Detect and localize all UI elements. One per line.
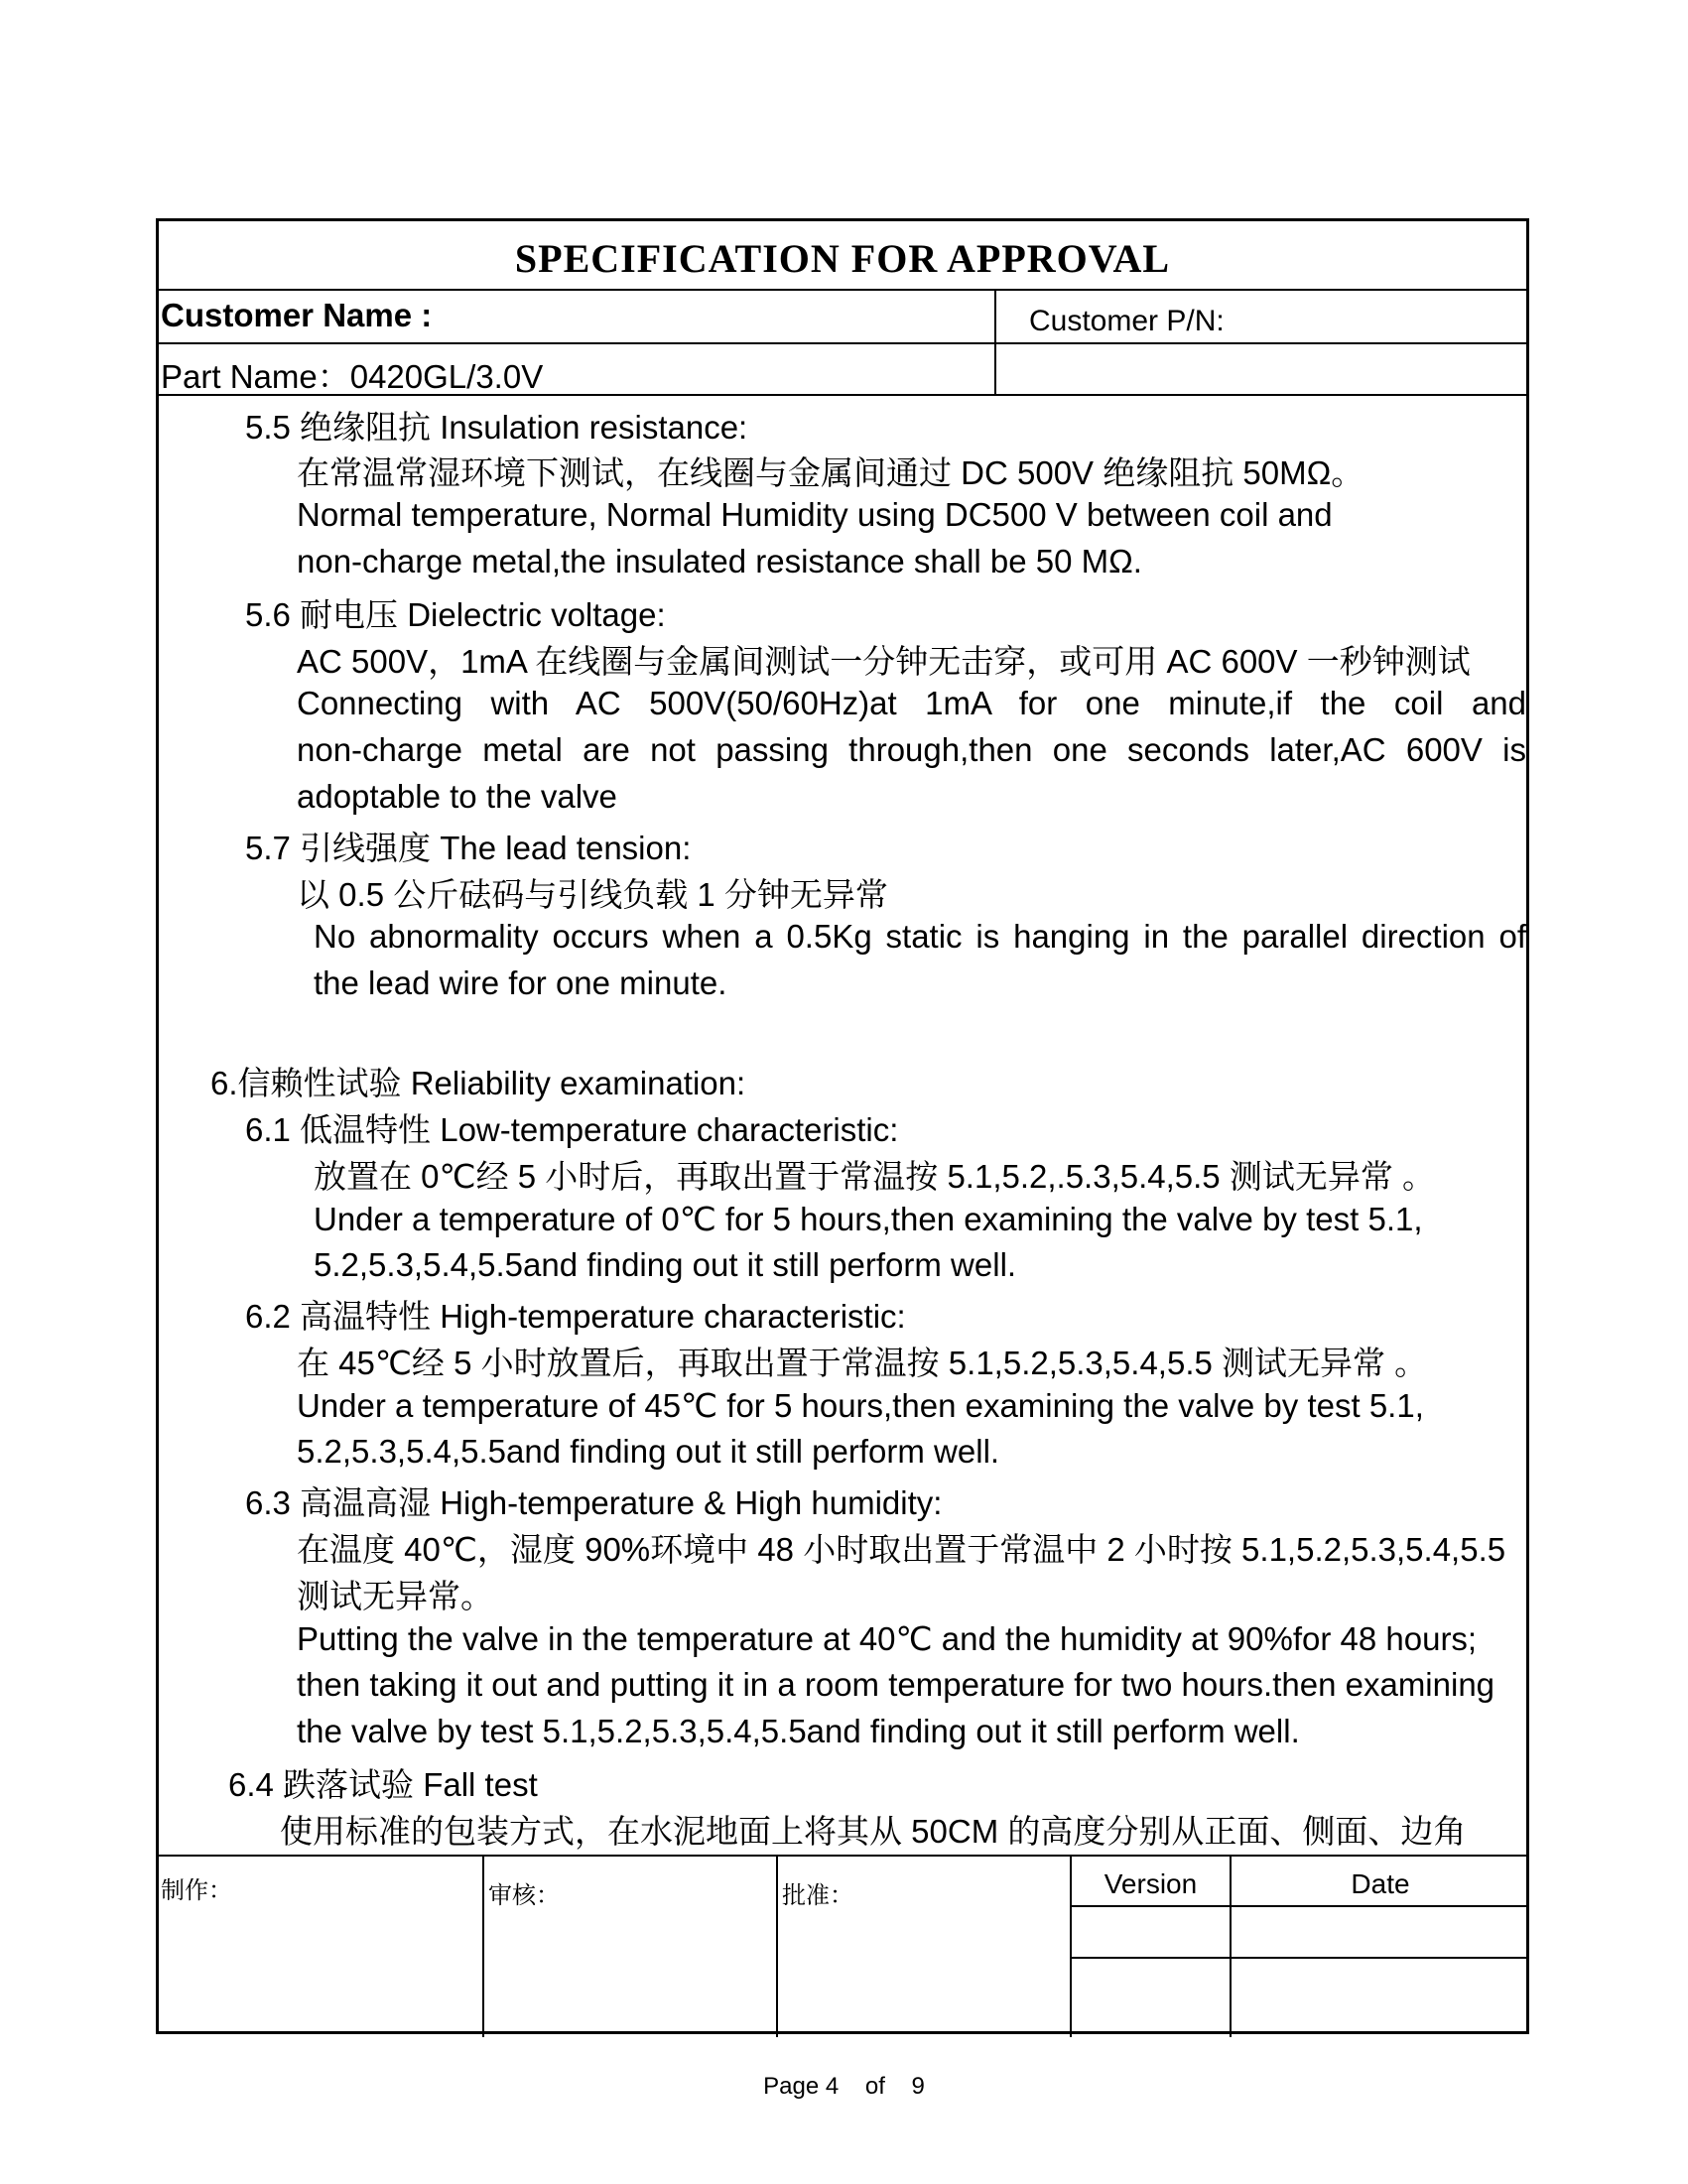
date-header: Date — [1351, 1868, 1410, 1899]
reviewed-by-label: 审核： — [488, 1882, 560, 1909]
section-5-5-english-line: Normal temperature, Normal Humidity using DC500 V between coil and — [297, 496, 1333, 533]
section-5-5-english-line: non-charge metal,the insulated resistance shall be 50 MΩ. — [297, 543, 1142, 579]
section-6-2-chinese: 在 45℃经 5 小时放置后，再取出置于常温按 5.1,5.2,5.3,5.4,5.5 测试无异常 。 — [297, 1345, 1428, 1381]
version-header: Version — [1104, 1868, 1198, 1899]
divider — [159, 1855, 1526, 1857]
section-6-2-english-line: 5.2,5.3,5.4,5.5and finding out it still perform well. — [297, 1433, 1000, 1470]
section-5-7-chinese: 以 0.5 公斤砝码与引线负载 1 分钟无异常 — [297, 876, 888, 913]
section-6-3-english-line: then taking it out and putting it in a room temperature for two hours.then examining — [297, 1666, 1495, 1703]
divider — [1070, 1905, 1526, 1907]
section-6-3-chinese: 在温度 40℃，湿度 90%环境中 48 小时取出置于常温中 2 小时按 5.1,5.2,5.3,5.4,5.5 — [297, 1531, 1506, 1568]
divider — [482, 1855, 484, 2037]
section-6-1-chinese: 放置在 0℃经 5 小时后，再取出置于常温按 5.1,5.2,.5.3,5.4,5.5 测试无异常 。 — [314, 1158, 1435, 1195]
section-6-3-heading: 6.3 高温高湿 High-temperature & High humidity: — [245, 1484, 943, 1521]
section-5-6-english-line: adoptable to the valve — [297, 778, 617, 815]
section-5-6-english-line: non-charge metal are not passing through,then one seconds later,AC 600V is — [297, 731, 1526, 768]
customer-name-label: Customer Name : — [161, 297, 433, 333]
page-number: Page 4 of 9 — [763, 2073, 925, 2100]
section-6-4-chinese: 使用标准的包装方式，在水泥地面上将其从 50CM 的高度分别从正面、侧面、边角 — [280, 1813, 1467, 1850]
section-5-7-heading: 5.7 引线强度 The lead tension: — [245, 830, 692, 866]
divider — [159, 342, 1526, 344]
section-6-3-english-line: Putting the valve in the temperature at 40℃ and the humidity at 90%for 48 hours; — [297, 1620, 1478, 1657]
section-6-1-english-line: Under a temperature of 0℃ for 5 hours,then examining the valve by test 5.1, — [314, 1201, 1423, 1237]
section-5-6-chinese: AC 500V，1mA 在线圈与金属间测试一分钟无击穿，或可用 AC 600V 一秒钟测试 — [297, 643, 1471, 680]
divider — [776, 1855, 778, 2037]
divider — [159, 394, 1526, 396]
section-5-7-english-line: No abnormality occurs when a 0.5Kg static is hanging in the parallel direction of — [314, 918, 1526, 955]
section-6-3-english-line: the valve by test 5.1,5.2,5.3,5.4,5.5and finding out it still perform well. — [297, 1713, 1300, 1749]
section-5-6-english-line: Connecting with AC 500V(50/60Hz)at 1mA for one minute,if the coil and — [297, 685, 1526, 721]
divider — [159, 289, 1526, 291]
divider — [1070, 1957, 1526, 1959]
section-6-2-english-line: Under a temperature of 45℃ for 5 hours,then examining the valve by test 5.1, — [297, 1387, 1424, 1424]
section-5-5-chinese: 在常温常湿环境下测试，在线圈与金属间通过 DC 500V 绝缘阻抗 50MΩ。 — [297, 454, 1364, 491]
section-6-heading: 6.信赖性试验 Reliability examination: — [210, 1065, 746, 1101]
approved-by-label: 批准： — [782, 1882, 853, 1909]
section-6-1-english-line: 5.2,5.3,5.4,5.5and finding out it still perform well. — [314, 1246, 1017, 1283]
part-name: Part Name：0420GL/3.0V — [161, 358, 544, 395]
document-title: SPECIFICATION FOR APPROVAL — [514, 236, 1171, 281]
customer-pn-label: Customer P/N: — [1029, 305, 1225, 337]
section-6-3-chinese: 测试无异常。 — [297, 1578, 493, 1614]
made-by-label: 制作： — [161, 1877, 232, 1904]
spec-document-frame — [156, 218, 1529, 2034]
section-6-4-heading: 6.4 跌落试验 Fall test — [228, 1766, 538, 1803]
section-6-1-heading: 6.1 低温特性 Low-temperature characteristic: — [245, 1111, 899, 1148]
section-5-6-heading: 5.6 耐电压 Dielectric voltage: — [245, 596, 666, 633]
section-6-2-heading: 6.2 高温特性 High-temperature characteristic: — [245, 1298, 906, 1335]
section-5-5-heading: 5.5 绝缘阻抗 Insulation resistance: — [245, 409, 748, 446]
section-5-7-english-line: the lead wire for one minute. — [314, 964, 727, 1001]
